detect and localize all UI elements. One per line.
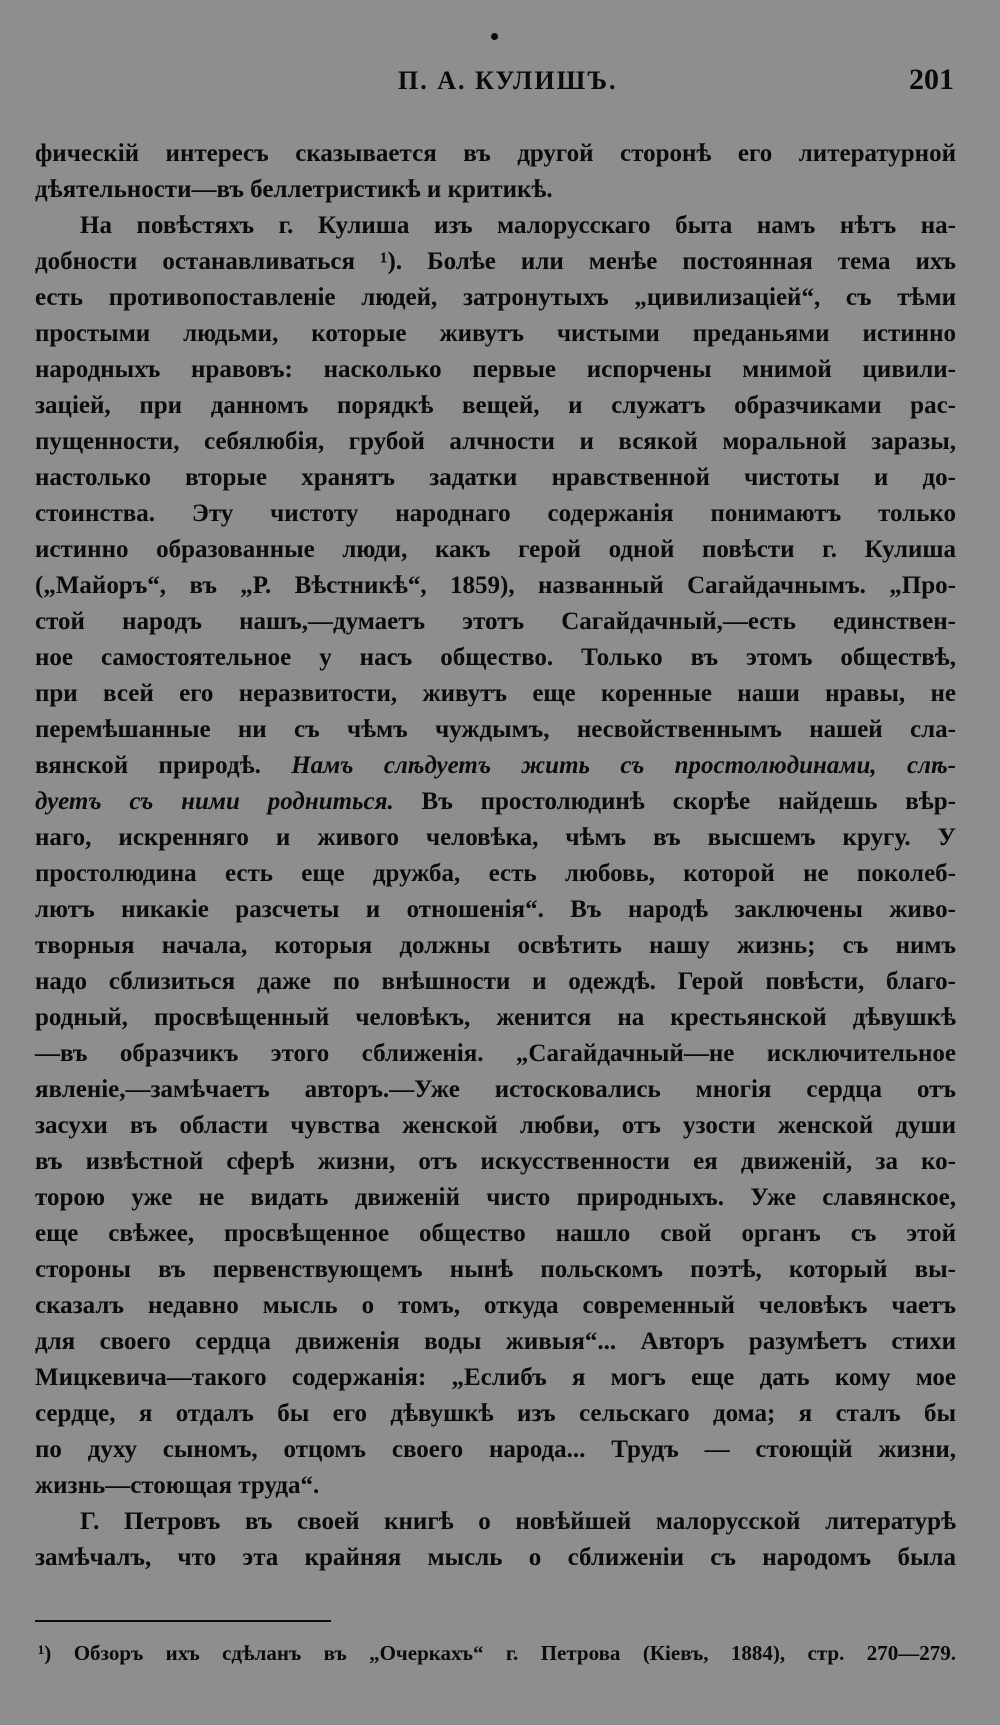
text-line: истинно образованные люди, какъ герой одной повѣсти г. Кулиша	[35, 536, 956, 563]
italic-quote: Намъ слѣдуетъ жить съ простолюдинами, слѣ-	[291, 752, 956, 779]
text-line: сердце, я отдалъ бы его дѣвушкѣ изъ сельскаго дома; я сталъ бы	[35, 1400, 956, 1427]
italic-quote: дуетъ съ ними родниться.	[35, 788, 394, 815]
printer-mark	[491, 33, 498, 40]
text-line: Г. Петровъ въ своей книгѣ о новѣйшей малорусской литературѣ	[80, 1508, 956, 1535]
text-line: явленіе,—замѣчаетъ авторъ.—Уже истосковались многія сердца отъ	[35, 1076, 956, 1103]
text-line: наго, искренняго и живого человѣка, чѣмъ въ высшемъ кругу. У	[35, 824, 956, 851]
text-line: торою уже не видать движеній чисто природныхъ. Уже славянское,	[35, 1184, 956, 1211]
text-line: пущенности, себялюбія, грубой алчности и всякой моральной заразы,	[35, 428, 956, 455]
text-line: надо сблизиться даже по внѣшности и одеждѣ. Герой повѣсти, благо-	[35, 968, 956, 995]
text-line: жизнь—стоющая труда“.	[35, 1472, 320, 1499]
text-line: для своего сердца движенія воды живыя“... Авторъ разумѣетъ стихи	[35, 1328, 956, 1355]
text-line: Мицкевича—такого содержанія: „Еслибъ я могъ еще дать кому мое	[35, 1364, 956, 1391]
footnote-divider	[35, 1620, 331, 1622]
text-line: вянской природѣ. Намъ слѣдуетъ жить съ простолюдинами, слѣ-	[35, 752, 956, 779]
text-line: творныя начала, которыя должны освѣтить нашу жизнь; съ нимъ	[35, 932, 956, 959]
text-line: лютъ никакіе разсчеты и отношенія“. Въ народѣ заключены живо-	[35, 896, 956, 923]
text-line: настолько вторые хранятъ задатки нравственной чистоты и до-	[35, 464, 956, 491]
footnote-marker: ¹)	[38, 1641, 52, 1665]
text-line: фическій интересъ сказывается въ другой сторонѣ его литературной	[35, 140, 956, 167]
text-line: по духу сыномъ, отцомъ своего народа... Трудъ — стоющій жизни,	[35, 1436, 956, 1463]
body-text	[35, 136, 956, 1576]
text-line: добности останавливаться ¹). Болѣе или менѣе постоянная тема ихъ	[35, 248, 956, 275]
text-line: сказалъ недавно мысль о томъ, откуда современный человѣкъ чаетъ	[35, 1292, 956, 1319]
text-line: дѣятельности—въ беллетристикѣ и критикѣ.	[35, 176, 553, 203]
footnote	[38, 1641, 956, 1666]
text-line: На повѣстяхъ г. Кулиша изъ малорусскаго быта намъ нѣтъ на-	[80, 212, 956, 239]
text-line: простолюдина есть еще дружба, есть любовь, которой не поколеб-	[35, 860, 956, 887]
text-line: родный, просвѣщенный человѣкъ, женится на крестьянской дѣвушкѣ	[35, 1004, 956, 1031]
running-head: П. А. КУЛИШЪ.	[398, 66, 618, 95]
text-line: („Майоръ“, въ „Р. Вѣстникѣ“, 1859), названный Сагайдачнымъ. „Про-	[35, 572, 956, 599]
text-line: народныхъ нравовъ: насколько первые испорчены мнимой цивили-	[35, 356, 956, 383]
text-line: засухи въ области чувства женской любви, отъ узости женской души	[35, 1112, 956, 1139]
text-line: ное самостоятельное у насъ общество. Только въ этомъ обществѣ,	[35, 644, 956, 671]
text-line: —въ образчикъ этого сближенія. „Сагайдачный—не исключительное	[35, 1040, 956, 1067]
text-line: перемѣшанные ни съ чѣмъ чуждымъ, несвойственнымъ нашей сла-	[35, 716, 956, 743]
text-line: простыми людьми, которые живутъ чистыми преданьями истинно	[35, 320, 956, 347]
text-line: стой народъ нашъ,—думаетъ этотъ Сагайдачный,—есть единствен-	[35, 608, 956, 635]
text-line: при всей его неразвитости, живутъ еще коренные наши нравы, не	[35, 680, 956, 707]
page-number: 201	[909, 63, 954, 96]
text-line: замѣчалъ, что эта крайняя мысль о сближеніи съ народомъ была	[35, 1544, 956, 1571]
text-line: заціей, при данномъ порядкѣ вещей, и служатъ образчиками рас-	[35, 392, 956, 419]
text-line: еще свѣжее, просвѣщенное общество нашло свой органъ съ этой	[35, 1220, 956, 1247]
text-line: стоинства. Эту чистоту народнаго содержанія понимаютъ только	[35, 500, 956, 527]
text-line: стороны въ первенствующемъ нынѣ польскомъ поэтѣ, который вы-	[35, 1256, 956, 1283]
text-line: есть противопоставленіе людей, затронутыхъ „цивилизаціей“, съ тѣми	[35, 284, 956, 311]
text-line: дуетъ съ ними родниться. Въ простолюдинѣ скорѣе найдешь вѣр-	[35, 788, 957, 815]
footnote-text: Обзоръ ихъ сдѣланъ въ „Очеркахъ“ г. Петрова (Кіевъ, 1884), стр. 270—279.	[73, 1641, 956, 1665]
text-line: въ извѣстной сферѣ жизни, отъ искусственности ея движеній, за ко-	[35, 1148, 956, 1175]
